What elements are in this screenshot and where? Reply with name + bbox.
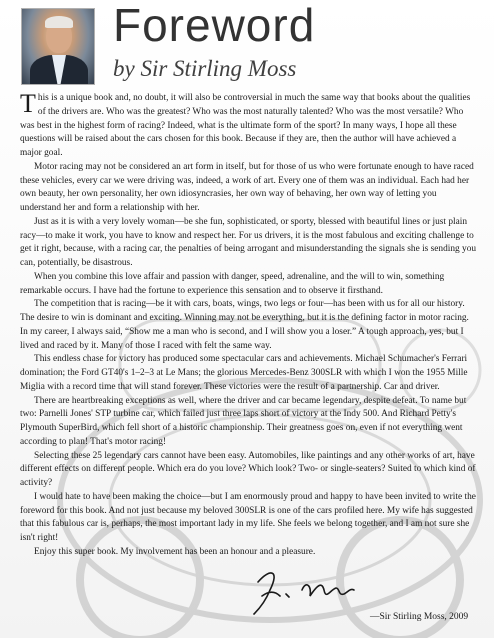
paragraph: There are heartbreaking exceptions as well, where the driver and car became legendary, despite defeat. To name but two: Parnelli Jones' STP turbine car, which failed just three laps short of victory at the Indy 500. And Richard Petty's Plymouth SuperBird, which fell short of a historic championship. Their greatness goes on, even if not everything went according to plan! That's motor racing! <box>20 395 467 447</box>
drop-cap: T <box>20 89 36 118</box>
author-portrait <box>21 8 95 85</box>
paragraph: This endless chase for victory has produced some spectacular cars and achievements. Michael Schumacher's Ferrari domination; the Ford GT40's 1–2–3 at Le Mans; the glorious Mercedes-Benz 300SLR with which I won the 1955 Mille Miglia with a record time that will stand forever. These victories were the result of a partnership. Car and driver. <box>20 354 468 392</box>
byline: by Sir Stirling Moss <box>113 56 297 81</box>
foreword-body <box>20 89 478 560</box>
signature-image <box>240 560 360 620</box>
paragraph: Motor racing may not be considered an art form in itself, but for those of us who were fortunate enough to have raced these vehicles, every car we were driving was, indeed, a work of art. Every one of them was an individual. Each had her own beauty, her own personality, her own idiosyncrasies, her own way of behaving, her own way of letting you understand her and form a relationship with her. <box>20 161 474 213</box>
paragraph: Just as it is with a very lovely woman—be she fun, sophisticated, or sporty, blessed with beautiful lines or just plain racy—to make it work, you have to know and respect her. For us drivers, it is the most fabulous and exciting challenge to get it right, because, with a racing car, the penalties of being arrogant and misunderstanding the signals she is sending you can, potentially, be disastrous. <box>20 216 477 268</box>
paragraph: Selecting these 25 legendary cars cannot have been easy. Automobiles, like paintings and any other works of art, have different effects on different people. Which era do you love? Which look? Two- or single-seaters? Suited to which kind of activity? <box>20 450 476 488</box>
paragraph: This is a unique book and, no doubt, it will also be controversial in much the same way that books about the qualities of the drivers are. Who was the greatest? Who was the most naturally talented? Who was the most versatile? Who was best in the highest form of racing? Indeed, what is the ultimate form of the sport? In many ways, I hope all these questions will be raised about the cars chosen for this book. Because if they are, then the author will have achieved a major goal. <box>20 89 471 158</box>
paragraph: The competition that is racing—be it with cars, boats, wings, two legs or four—has been with us for all our history. The desire to win is dominant and exciting. Winning may not be everything, but it is the defining factor in motor racing. In my career, I always said, “Show me a man who is second, and I will show you a loser.” A tough approach, yes, but I lived and raced by it. Many of those I raced with felt the same way. <box>20 299 469 351</box>
paragraph: I would hate to have been making the choice—but I am enormously proud and happy to have been invited to write the foreword for this book. And not just because my beloved 300SLR is one of the cars profiled here. My wife has suggested that this fabulous car is, perhaps, the most important lady in my life. She feels we belong together, and I am not sure she isn't right! <box>20 491 476 543</box>
paragraph: Enjoy this super book. My involvement has been an honour and a pleasure. <box>34 546 316 557</box>
paragraph: When you combine this love affair and passion with danger, speed, adrenaline, and the will to win, something remarkable occurs. I have had the fortune to experience this sensation and to observe it firsthand. <box>20 271 445 296</box>
page-title: Foreword <box>113 0 316 51</box>
signoff: —Sir Stirling Moss, 2009 <box>370 612 469 622</box>
